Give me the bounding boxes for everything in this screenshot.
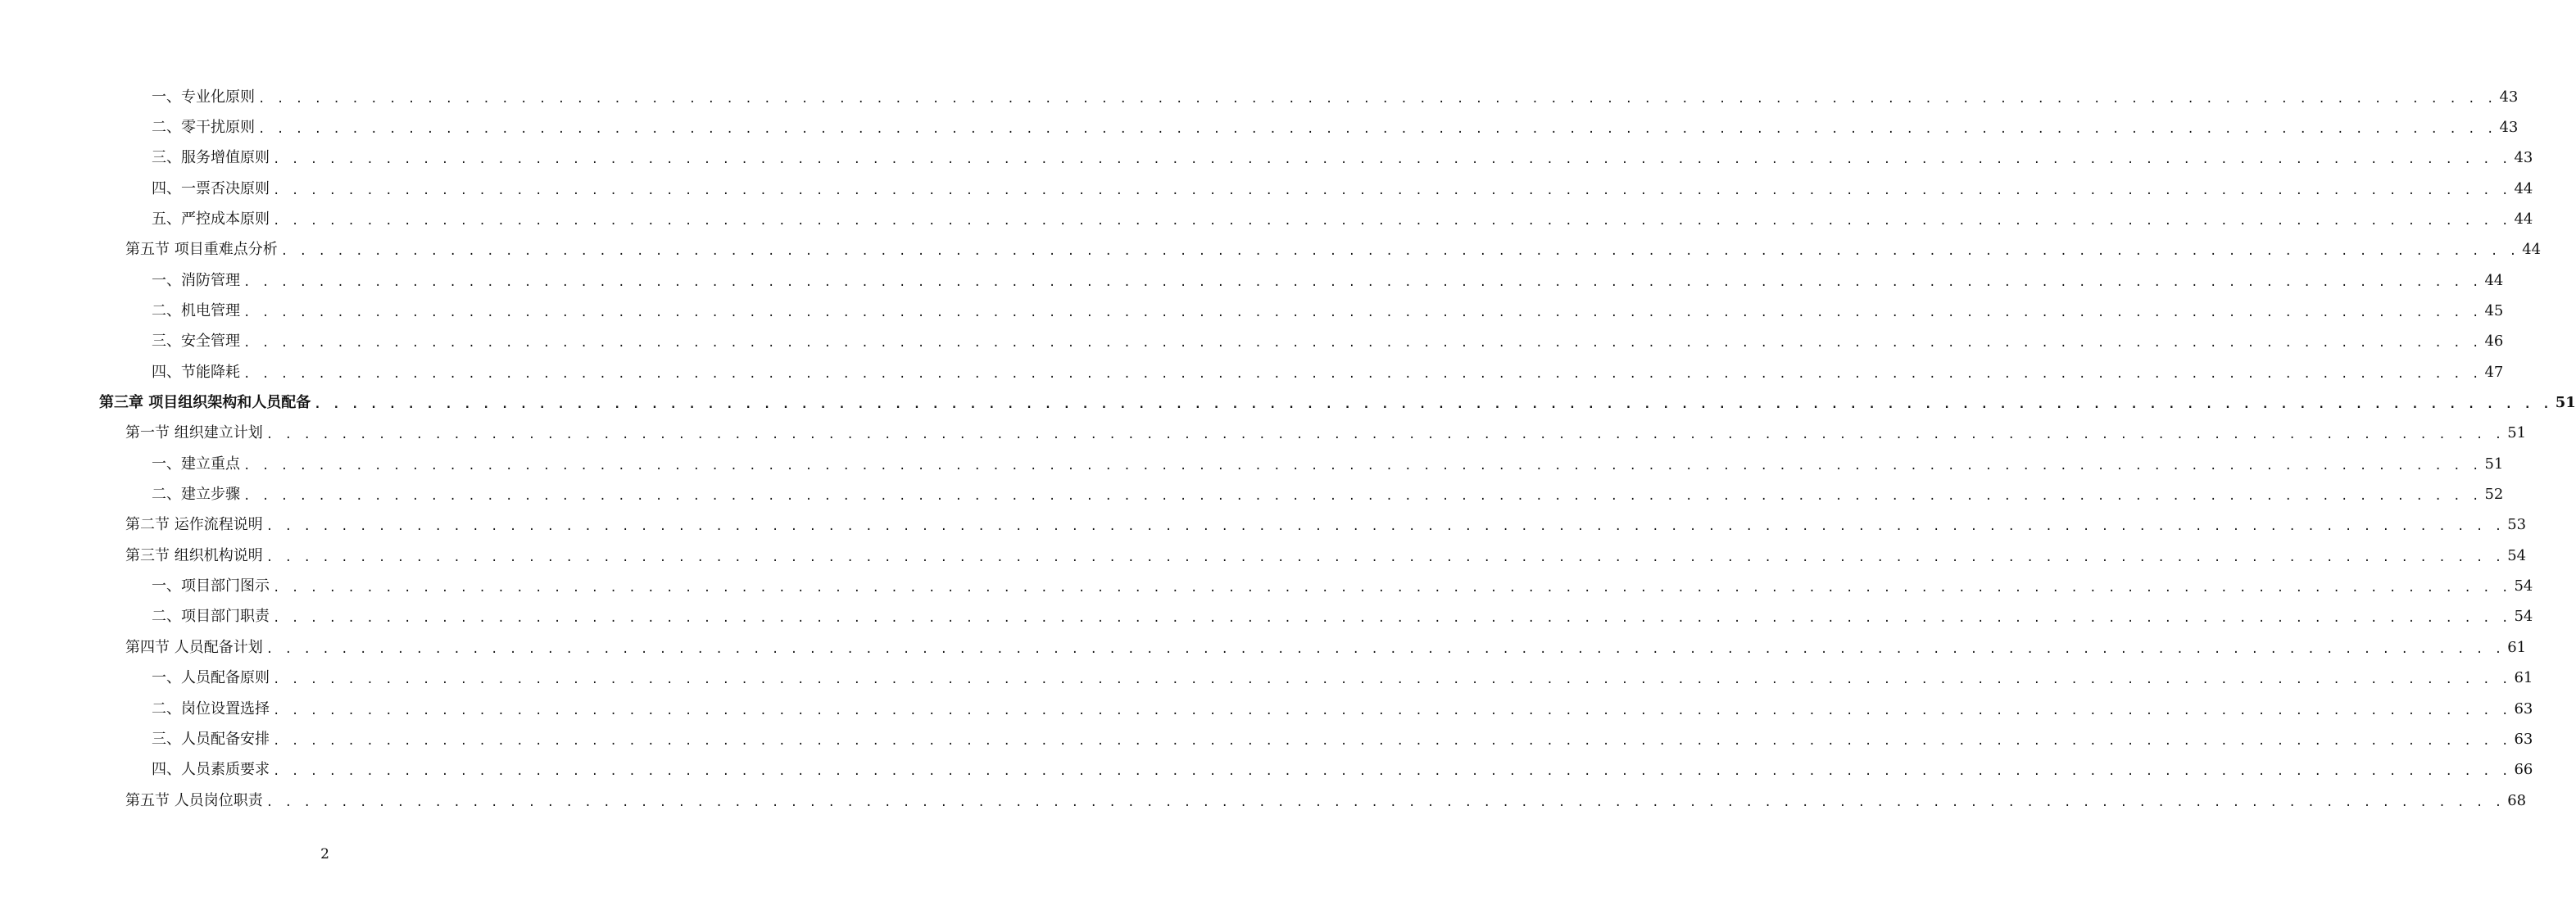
toc-entry-page: 44 — [2484, 271, 2504, 289]
toc-entry-title: 五、严控成本原则 — [152, 210, 270, 228]
toc-dot-leader: . . . . . . . . . . . . . . . . . . . . . . . . . . . . . . . . . . . . . . . . . . . . . . . . . . . . . . . . . . . . . . . . . . . . . . . . . . . . . . . . . . . . . . . . . . . . . . . . . . . . . . . . . . . . . . . . . . . . . . . . — [243, 337, 2482, 351]
toc-dot-leader: . . . . . . . . . . . . . . . . . . . . . . . . . . . . . . . . . . . . . . . . . . . . . . . . . . . . . . . . . . . . . . . . . . . . . . . . . . . . . . . . . . . . . . . . . . . . . . . . . . . . . . . . . . . . . . . . . . . . . . . . — [265, 795, 2505, 809]
page-number: 2 — [320, 846, 329, 862]
toc-entry-title: 第一节 组织建立计划 — [125, 424, 263, 442]
toc-entry-page: 52 — [2484, 486, 2504, 504]
toc-entry-page: 66 — [2514, 761, 2533, 779]
toc-entry-page: 46 — [2484, 333, 2504, 351]
toc-entry-page: 61 — [2507, 638, 2527, 656]
toc-entry[interactable] — [152, 112, 2519, 143]
toc-dot-leader: . . . . . . . . . . . . . . . . . . . . . . . . . . . . . . . . . . . . . . . . . . . . . . . . . . . . . . . . . . . . . . . . . . . . . . . . . . . . . . . . . . . . . . . . . . . . . . . . . . . . . . . . . . . . . . . . . . . . . . . . — [314, 398, 2552, 411]
toc-entry-page: 54 — [2514, 608, 2533, 626]
toc-entry[interactable] — [152, 663, 2533, 694]
toc-entry[interactable] — [152, 357, 2504, 387]
toc-entry-page: 51 — [2507, 424, 2527, 442]
toc-entry-page: 61 — [2514, 669, 2533, 687]
toc-dot-leader: . . . . . . . . . . . . . . . . . . . . . . . . . . . . . . . . . . . . . . . . . . . . . . . . . . . . . . . . . . . . . . . . . . . . . . . . . . . . . . . . . . . . . . . . . . . . . . . . . . . . . . . . . . . . . . . . . . . . . . . . — [265, 428, 2505, 442]
toc-entry-title: 三、人员配备安排 — [152, 730, 270, 748]
toc-entry-page: 54 — [2507, 546, 2527, 564]
toc-entry[interactable] — [125, 632, 2527, 663]
toc-entry[interactable] — [152, 204, 2533, 234]
toc-entry-page: 43 — [2499, 88, 2519, 106]
toc-entry[interactable] — [152, 327, 2504, 357]
toc-entry[interactable] — [125, 785, 2527, 816]
toc-dot-leader: . . . . . . . . . . . . . . . . . . . . . . . . . . . . . . . . . . . . . . . . . . . . . . . . . . . . . . . . . . . . . . . . . . . . . . . . . . . . . . . . . . . . . . . . . . . . . . . . . . . . . . . . . . . . . . . . . . . . . . . . — [273, 582, 2511, 595]
toc-dot-leader: . . . . . . . . . . . . . . . . . . . . . . . . . . . . . . . . . . . . . . . . . . . . . . . . . . . . . . . . . . . . . . . . . . . . . . . . . . . . . . . . . . . . . . . . . . . . . . . . . . . . . . . . . . . . . . . . . . . . . . . . — [243, 306, 2482, 319]
toc-entry-title: 四、人员素质要求 — [152, 761, 270, 779]
toc-entry-title: 一、消防管理 — [152, 271, 240, 289]
toc-entry-page: 43 — [2514, 149, 2533, 167]
toc-dot-leader: . . . . . . . . . . . . . . . . . . . . . . . . . . . . . . . . . . . . . . . . . . . . . . . . . . . . . . . . . . . . . . . . . . . . . . . . . . . . . . . . . . . . . . . . . . . . . . . . . . . . . . . . . . . . . . . . . . . . . . . . — [265, 642, 2505, 656]
toc-entry-title: 一、建立重点 — [152, 455, 240, 473]
toc-dot-leader: . . . . . . . . . . . . . . . . . . . . . . . . . . . . . . . . . . . . . . . . . . . . . . . . . . . . . . . . . . . . . . . . . . . . . . . . . . . . . . . . . . . . . . . . . . . . . . . . . . . . . . . . . . . . . . . . . . . . . . . . — [243, 459, 2482, 473]
toc-entry-page: 47 — [2484, 363, 2504, 381]
toc-entry-page: 68 — [2507, 791, 2527, 809]
toc-entry-title: 第五节 人员岗位职责 — [125, 791, 263, 809]
toc-dot-leader: . . . . . . . . . . . . . . . . . . . . . . . . . . . . . . . . . . . . . . . . . . . . . . . . . . . . . . . . . . . . . . . . . . . . . . . . . . . . . . . . . . . . . . . . . . . . . . . . . . . . . . . . . . . . . . . . . . . . . . . . — [273, 673, 2511, 687]
toc-entry-page: 44 — [2514, 179, 2533, 197]
toc-entry-page: 43 — [2499, 118, 2519, 136]
toc-dot-leader: . . . . . . . . . . . . . . . . . . . . . . . . . . . . . . . . . . . . . . . . . . . . . . . . . . . . . . . . . . . . . . . . . . . . . . . . . . . . . . . . . . . . . . . . . . . . . . . . . . . . . . . . . . . . . . . . . . . . . . . . — [273, 183, 2511, 197]
toc-dot-leader: . . . . . . . . . . . . . . . . . . . . . . . . . . . . . . . . . . . . . . . . . . . . . . . . . . . . . . . . . . . . . . . . . . . . . . . . . . . . . . . . . . . . . . . . . . . . . . . . . . . . . . . . . . . . . . . . . . . . . . . . — [280, 245, 2519, 259]
toc-entry-title: 一、专业化原则 — [152, 88, 255, 106]
toc-entry[interactable] — [152, 265, 2504, 296]
toc-entry-title: 第二节 运作流程说明 — [125, 516, 263, 534]
toc-entry-title: 二、零干扰原则 — [152, 118, 255, 136]
toc-dot-leader: . . . . . . . . . . . . . . . . . . . . . . . . . . . . . . . . . . . . . . . . . . . . . . . . . . . . . . . . . . . . . . . . . . . . . . . . . . . . . . . . . . . . . . . . . . . . . . . . . . . . . . . . . . . . . . . . . . . . . . . . — [258, 92, 2497, 106]
toc-entry[interactable] — [152, 694, 2533, 724]
toc-dot-leader: . . . . . . . . . . . . . . . . . . . . . . . . . . . . . . . . . . . . . . . . . . . . . . . . . . . . . . . . . . . . . . . . . . . . . . . . . . . . . . . . . . . . . . . . . . . . . . . . . . . . . . . . . . . . . . . . . . . . . . . . — [258, 122, 2497, 136]
toc-entry-title: 第四节 人员配备计划 — [125, 638, 263, 656]
toc-dot-leader: . . . . . . . . . . . . . . . . . . . . . . . . . . . . . . . . . . . . . . . . . . . . . . . . . . . . . . . . . . . . . . . . . . . . . . . . . . . . . . . . . . . . . . . . . . . . . . . . . . . . . . . . . . . . . . . . . . . . . . . . — [243, 490, 2482, 504]
toc-dot-leader: . . . . . . . . . . . . . . . . . . . . . . . . . . . . . . . . . . . . . . . . . . . . . . . . . . . . . . . . . . . . . . . . . . . . . . . . . . . . . . . . . . . . . . . . . . . . . . . . . . . . . . . . . . . . . . . . . . . . . . . . — [273, 704, 2511, 718]
toc-entry[interactable] — [152, 755, 2533, 785]
toc-entry-page: 63 — [2514, 730, 2533, 748]
toc-entry[interactable] — [152, 296, 2504, 326]
toc-dot-leader: . . . . . . . . . . . . . . . . . . . . . . . . . . . . . . . . . . . . . . . . . . . . . . . . . . . . . . . . . . . . . . . . . . . . . . . . . . . . . . . . . . . . . . . . . . . . . . . . . . . . . . . . . . . . . . . . . . . . . . . . — [273, 765, 2511, 779]
toc-entry[interactable] — [152, 174, 2533, 204]
toc-entry-title: 第五节 项目重难点分析 — [125, 241, 278, 259]
toc-dot-leader: . . . . . . . . . . . . . . . . . . . . . . . . . . . . . . . . . . . . . . . . . . . . . . . . . . . . . . . . . . . . . . . . . . . . . . . . . . . . . . . . . . . . . . . . . . . . . . . . . . . . . . . . . . . . . . . . . . . . . . . . — [273, 734, 2511, 748]
toc-entry[interactable] — [152, 449, 2504, 479]
toc-entry-page: 54 — [2514, 577, 2533, 595]
toc-entry[interactable] — [152, 724, 2533, 754]
toc-entry-title: 四、一票否决原则 — [152, 179, 270, 197]
toc-entry[interactable] — [125, 419, 2527, 449]
toc-entry[interactable] — [125, 510, 2527, 541]
toc-entry-title: 四、节能降耗 — [152, 363, 240, 381]
toc-entry-page: 51 — [2484, 455, 2504, 473]
toc-entry-title: 第三章 项目组织架构和人员配备 — [99, 394, 311, 411]
toc-dot-leader: . . . . . . . . . . . . . . . . . . . . . . . . . . . . . . . . . . . . . . . . . . . . . . . . . . . . . . . . . . . . . . . . . . . . . . . . . . . . . . . . . . . . . . . . . . . . . . . . . . . . . . . . . . . . . . . . . . . . . . . . — [273, 612, 2511, 626]
toc-entry[interactable] — [99, 388, 2576, 419]
toc-dot-leader: . . . . . . . . . . . . . . . . . . . . . . . . . . . . . . . . . . . . . . . . . . . . . . . . . . . . . . . . . . . . . . . . . . . . . . . . . . . . . . . . . . . . . . . . . . . . . . . . . . . . . . . . . . . . . . . . . . . . . . . . — [265, 520, 2505, 534]
toc-entry[interactable] — [152, 480, 2504, 510]
toc-entry-page: 51 — [2555, 394, 2576, 411]
toc-entry-page: 53 — [2507, 516, 2527, 534]
toc-entry-title: 第三节 组织机构说明 — [125, 546, 263, 564]
toc-entry[interactable] — [125, 541, 2527, 571]
toc-entry-title: 二、建立步骤 — [152, 486, 240, 504]
toc-entry-page: 44 — [2522, 241, 2542, 259]
toc-entry-title: 一、项目部门图示 — [152, 577, 270, 595]
toc-entry-title: 三、服务增值原则 — [152, 149, 270, 167]
toc-entry-page: 63 — [2514, 699, 2533, 718]
toc-dot-leader: . . . . . . . . . . . . . . . . . . . . . . . . . . . . . . . . . . . . . . . . . . . . . . . . . . . . . . . . . . . . . . . . . . . . . . . . . . . . . . . . . . . . . . . . . . . . . . . . . . . . . . . . . . . . . . . . . . . . . . . . — [273, 153, 2511, 167]
toc-entry[interactable] — [152, 143, 2533, 174]
toc-entry-title: 三、安全管理 — [152, 333, 240, 351]
toc-entry[interactable] — [125, 235, 2542, 265]
toc-entry-title: 二、岗位设置选择 — [152, 699, 270, 718]
toc-entry[interactable] — [152, 82, 2519, 112]
toc-entry[interactable] — [152, 602, 2533, 632]
toc-dot-leader: . . . . . . . . . . . . . . . . . . . . . . . . . . . . . . . . . . . . . . . . . . . . . . . . . . . . . . . . . . . . . . . . . . . . . . . . . . . . . . . . . . . . . . . . . . . . . . . . . . . . . . . . . . . . . . . . . . . . . . . . — [243, 367, 2482, 381]
toc-entry-page: 44 — [2514, 210, 2533, 228]
toc-entry-page: 45 — [2484, 301, 2504, 319]
toc-entry-title: 一、人员配备原则 — [152, 669, 270, 687]
toc-entry[interactable] — [152, 572, 2533, 602]
toc-entry-title: 二、项目部门职责 — [152, 608, 270, 626]
toc-dot-leader: . . . . . . . . . . . . . . . . . . . . . . . . . . . . . . . . . . . . . . . . . . . . . . . . . . . . . . . . . . . . . . . . . . . . . . . . . . . . . . . . . . . . . . . . . . . . . . . . . . . . . . . . . . . . . . . . . . . . . . . . — [243, 275, 2482, 289]
toc-entry-title: 二、机电管理 — [152, 301, 240, 319]
toc-dot-leader: . . . . . . . . . . . . . . . . . . . . . . . . . . . . . . . . . . . . . . . . . . . . . . . . . . . . . . . . . . . . . . . . . . . . . . . . . . . . . . . . . . . . . . . . . . . . . . . . . . . . . . . . . . . . . . . . . . . . . . . . — [273, 214, 2511, 228]
toc-dot-leader: . . . . . . . . . . . . . . . . . . . . . . . . . . . . . . . . . . . . . . . . . . . . . . . . . . . . . . . . . . . . . . . . . . . . . . . . . . . . . . . . . . . . . . . . . . . . . . . . . . . . . . . . . . . . . . . . . . . . . . . . — [265, 550, 2505, 564]
